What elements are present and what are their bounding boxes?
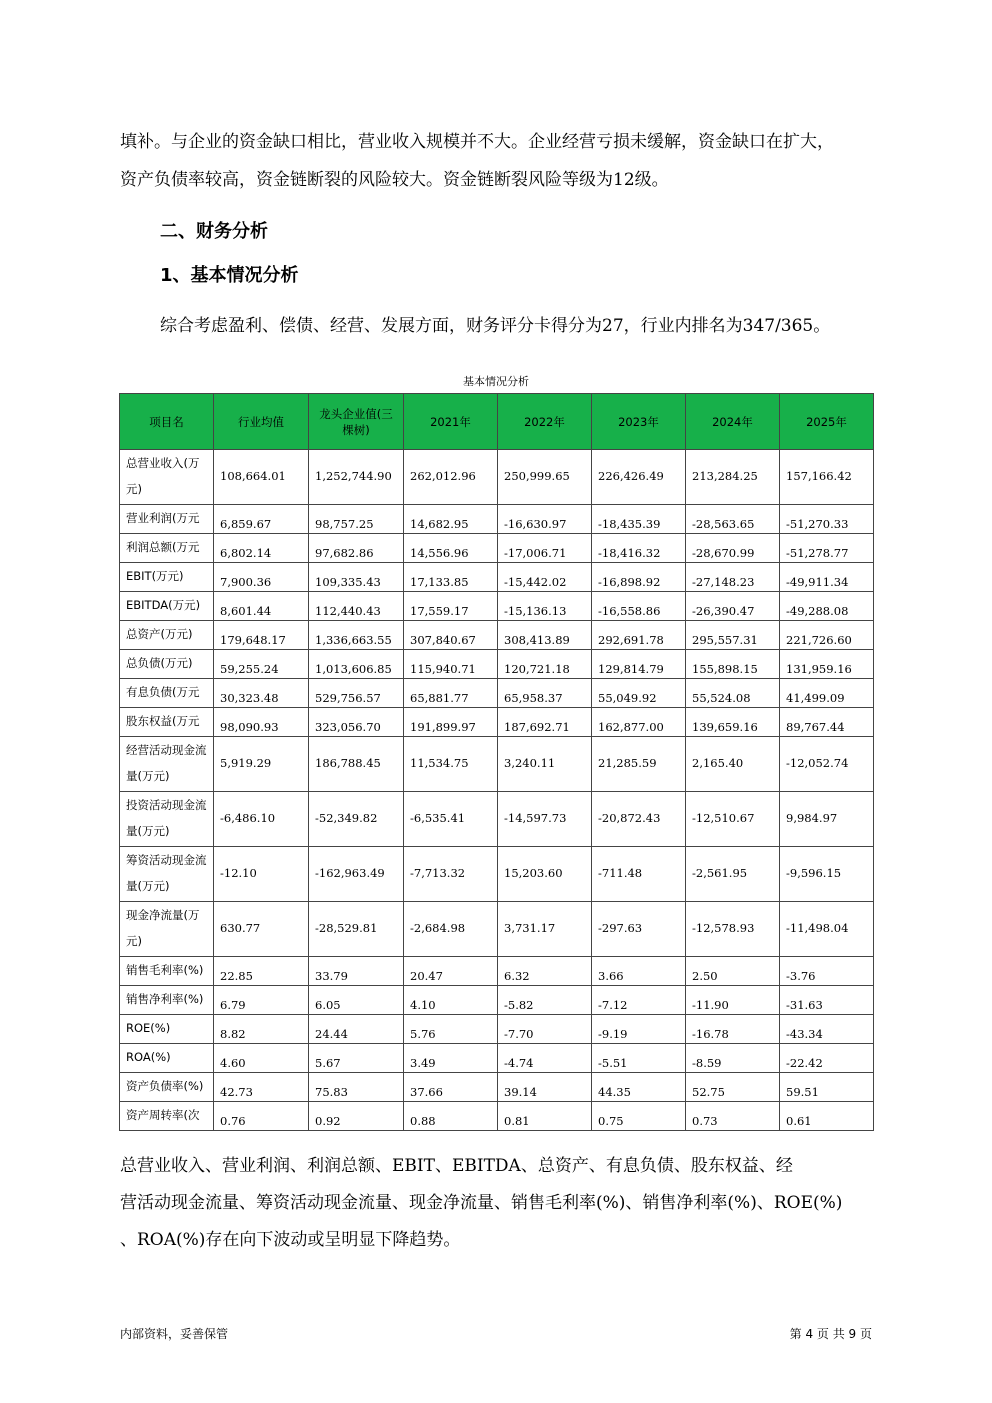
- table-cell: 308,413.89: [498, 621, 592, 650]
- table-row: [120, 621, 874, 650]
- table-cell: 162,877.00: [592, 708, 686, 737]
- row-label: 投资活动现金流量(万元): [120, 792, 214, 847]
- table-cell: 65,881.77: [404, 679, 498, 708]
- table-cell: -18,435.39: [592, 505, 686, 534]
- row-label: 营业利润(万元: [120, 505, 214, 534]
- table-cell: 3.49: [404, 1044, 498, 1073]
- column-header: 行业均值: [214, 394, 309, 450]
- column-header: 2022年: [498, 394, 592, 450]
- table-cell: -4.74: [498, 1044, 592, 1073]
- table-cell: 98,757.25: [309, 505, 404, 534]
- table-row: [120, 1102, 874, 1131]
- table-cell: 42.73: [214, 1073, 309, 1102]
- table-cell: 0.81: [498, 1102, 592, 1131]
- row-label: 利润总额(万元: [120, 534, 214, 563]
- table-cell: 37.66: [404, 1073, 498, 1102]
- table-cell: -12,510.67: [686, 792, 780, 847]
- table-cell: 0.92: [309, 1102, 404, 1131]
- table-cell: 157,166.42: [780, 450, 874, 505]
- table-cell: 139,659.16: [686, 708, 780, 737]
- table-cell: 44.35: [592, 1073, 686, 1102]
- table-cell: 59,255.24: [214, 650, 309, 679]
- footer-page-number: 第 4 页 共 9 页: [789, 1327, 872, 1341]
- table-cell: -3.76: [780, 957, 874, 986]
- table-cell: 191,899.97: [404, 708, 498, 737]
- table-cell: 22.85: [214, 957, 309, 986]
- table-cell: -20,872.43: [592, 792, 686, 847]
- table-row: [120, 450, 874, 505]
- table-cell: -11.90: [686, 986, 780, 1015]
- table-cell: 75.83: [309, 1073, 404, 1102]
- table-cell: -51,278.77: [780, 534, 874, 563]
- table-cell: 98,090.93: [214, 708, 309, 737]
- table-cell: -2,684.98: [404, 902, 498, 957]
- table-cell: 295,557.31: [686, 621, 780, 650]
- table-cell: 0.75: [592, 1102, 686, 1131]
- table-cell: 7,900.36: [214, 563, 309, 592]
- table-cell: -28,563.65: [686, 505, 780, 534]
- table-cell: 8,601.44: [214, 592, 309, 621]
- table-row: [120, 563, 874, 592]
- column-header: 2024年: [686, 394, 780, 450]
- table-cell: 529,756.57: [309, 679, 404, 708]
- table-cell: 109,335.43: [309, 563, 404, 592]
- table-cell: 1,013,606.85: [309, 650, 404, 679]
- table-cell: -28,670.99: [686, 534, 780, 563]
- table-cell: 59.51: [780, 1073, 874, 1102]
- table-cell: 14,556.96: [404, 534, 498, 563]
- paragraph-line: 、ROA(%)存在向下波动或呈明显下降趋势。: [120, 1230, 461, 1250]
- table-cell: 3,731.17: [498, 902, 592, 957]
- table-cell: -31.63: [780, 986, 874, 1015]
- table-cell: 6.79: [214, 986, 309, 1015]
- table-row: [120, 679, 874, 708]
- table-cell: 226,426.49: [592, 450, 686, 505]
- table-cell: -7,713.32: [404, 847, 498, 902]
- table-cell: -17,006.71: [498, 534, 592, 563]
- table-cell: -49,288.08: [780, 592, 874, 621]
- table-cell: 630.77: [214, 902, 309, 957]
- row-label: 总营业收入(万元): [120, 450, 214, 505]
- paragraph-line: 营活动现金流量、筹资活动现金流量、现金净流量、销售毛利率(%)、销售净利率(%)、ROE(%): [120, 1193, 843, 1213]
- subsection-heading: 1、基本情况分析: [160, 265, 299, 286]
- table-cell: 179,648.17: [214, 621, 309, 650]
- table-cell: 6.05: [309, 986, 404, 1015]
- row-label: 现金净流量(万元): [120, 902, 214, 957]
- table-cell: 65,958.37: [498, 679, 592, 708]
- table-row: [120, 957, 874, 986]
- table-cell: 55,524.08: [686, 679, 780, 708]
- row-label: 销售毛利率(%): [120, 957, 214, 986]
- table-cell: 108,664.01: [214, 450, 309, 505]
- table-cell: -16.78: [686, 1015, 780, 1044]
- row-label: 资产周转率(次: [120, 1102, 214, 1131]
- table-cell: -6,486.10: [214, 792, 309, 847]
- table-cell: 2,165.40: [686, 737, 780, 792]
- table-cell: 262,012.96: [404, 450, 498, 505]
- table-cell: 2.50: [686, 957, 780, 986]
- table-cell: 20.47: [404, 957, 498, 986]
- table-cell: 250,999.65: [498, 450, 592, 505]
- table-cell: 0.76: [214, 1102, 309, 1131]
- row-label: 股东权益(万元: [120, 708, 214, 737]
- table-cell: 9,984.97: [780, 792, 874, 847]
- table-cell: 323,056.70: [309, 708, 404, 737]
- table-cell: 97,682.86: [309, 534, 404, 563]
- table-cell: 4.60: [214, 1044, 309, 1073]
- table-cell: 213,284.25: [686, 450, 780, 505]
- table-cell: -162,963.49: [309, 847, 404, 902]
- row-label: 总资产(万元): [120, 621, 214, 650]
- table-cell: -26,390.47: [686, 592, 780, 621]
- column-header: 2021年: [404, 394, 498, 450]
- table-row: [120, 1015, 874, 1044]
- table-cell: 129,814.79: [592, 650, 686, 679]
- table-row: [120, 708, 874, 737]
- trend-paragraph: [120, 1148, 876, 1259]
- table-caption: 基本情况分析: [463, 375, 529, 388]
- column-header: 项目名: [120, 394, 214, 450]
- table-cell: 3,240.11: [498, 737, 592, 792]
- row-label: EBIT(万元): [120, 563, 214, 592]
- table-cell: 5.76: [404, 1015, 498, 1044]
- table-cell: -52,349.82: [309, 792, 404, 847]
- table-cell: 55,049.92: [592, 679, 686, 708]
- table-cell: 39.14: [498, 1073, 592, 1102]
- table-cell: -7.12: [592, 986, 686, 1015]
- table-cell: -28,529.81: [309, 902, 404, 957]
- table-cell: -5.51: [592, 1044, 686, 1073]
- table-cell: 120,721.18: [498, 650, 592, 679]
- table-cell: -9,596.15: [780, 847, 874, 902]
- table-row: [120, 592, 874, 621]
- table-cell: 155,898.15: [686, 650, 780, 679]
- table-cell: 3.66: [592, 957, 686, 986]
- table-cell: 17,133.85: [404, 563, 498, 592]
- table-cell: 221,726.60: [780, 621, 874, 650]
- table-cell: 5,919.29: [214, 737, 309, 792]
- table-cell: -16,558.86: [592, 592, 686, 621]
- row-label: 销售净利率(%): [120, 986, 214, 1015]
- table-cell: -22.42: [780, 1044, 874, 1073]
- table-cell: 6.32: [498, 957, 592, 986]
- row-label: 经营活动现金流量(万元): [120, 737, 214, 792]
- paragraph-line: 总营业收入、营业利润、利润总额、EBIT、EBITDA、总资产、有息负债、股东权益、经: [120, 1156, 793, 1176]
- table-cell: 33.79: [309, 957, 404, 986]
- table-cell: 112,440.43: [309, 592, 404, 621]
- table-cell: 41,499.09: [780, 679, 874, 708]
- table-cell: -11,498.04: [780, 902, 874, 957]
- table-cell: 15,203.60: [498, 847, 592, 902]
- table-cell: -711.48: [592, 847, 686, 902]
- table-cell: 0.88: [404, 1102, 498, 1131]
- table-cell: 52.75: [686, 1073, 780, 1102]
- table-row: [120, 986, 874, 1015]
- table-cell: 6,859.67: [214, 505, 309, 534]
- table-cell: 14,682.95: [404, 505, 498, 534]
- table-cell: -27,148.23: [686, 563, 780, 592]
- intro-paragraph: [120, 130, 876, 192]
- table-cell: -6,535.41: [404, 792, 498, 847]
- footer-confidential: 内部资料，妥善保管: [120, 1327, 229, 1341]
- table-cell: -5.82: [498, 986, 592, 1015]
- row-label: 有息负债(万元: [120, 679, 214, 708]
- table-cell: -18,416.32: [592, 534, 686, 563]
- table-cell: -16,898.92: [592, 563, 686, 592]
- table-cell: 115,940.71: [404, 650, 498, 679]
- table-row: [120, 1073, 874, 1102]
- table-cell: 30,323.48: [214, 679, 309, 708]
- table-cell: 6,802.14: [214, 534, 309, 563]
- table-cell: 5.67: [309, 1044, 404, 1073]
- column-header: 2023年: [592, 394, 686, 450]
- table-row: [120, 534, 874, 563]
- table-cell: -12,052.74: [780, 737, 874, 792]
- table-cell: -15,136.13: [498, 592, 592, 621]
- table-cell: -43.34: [780, 1015, 874, 1044]
- row-label: ROE(%): [120, 1015, 214, 1044]
- table-row: [120, 847, 874, 902]
- table-header-row: [120, 394, 874, 450]
- table-cell: -16,630.97: [498, 505, 592, 534]
- table-cell: 4.10: [404, 986, 498, 1015]
- table-cell: 1,336,663.55: [309, 621, 404, 650]
- table-cell: -7.70: [498, 1015, 592, 1044]
- table-cell: -12.10: [214, 847, 309, 902]
- table-row: [120, 737, 874, 792]
- table-cell: -14,597.73: [498, 792, 592, 847]
- table-cell: 186,788.45: [309, 737, 404, 792]
- row-label: ROA(%): [120, 1044, 214, 1073]
- table-cell: 21,285.59: [592, 737, 686, 792]
- table-cell: 8.82: [214, 1015, 309, 1044]
- table-cell: 187,692.71: [498, 708, 592, 737]
- score-summary: 综合考虑盈利、偿债、经营、发展方面，财务评分卡得分为27，行业内排名为347/365。: [160, 316, 831, 336]
- table-cell: 307,840.67: [404, 621, 498, 650]
- paragraph-line: 填补。与企业的资金缺口相比，营业收入规模并不大。企业经营亏损未缓解，资金缺口在扩大，: [120, 132, 834, 152]
- table-row: [120, 650, 874, 679]
- table-cell: -2,561.95: [686, 847, 780, 902]
- column-header: 2025年: [780, 394, 874, 450]
- table-row: [120, 505, 874, 534]
- table-cell: -15,442.02: [498, 563, 592, 592]
- table-cell: 0.61: [780, 1102, 874, 1131]
- table-cell: 292,691.78: [592, 621, 686, 650]
- table-row: [120, 902, 874, 957]
- table-cell: 24.44: [309, 1015, 404, 1044]
- table-cell: 131,959.16: [780, 650, 874, 679]
- table-row: [120, 1044, 874, 1073]
- table-cell: 17,559.17: [404, 592, 498, 621]
- row-label: 筹资活动现金流量(万元): [120, 847, 214, 902]
- table-row: [120, 792, 874, 847]
- table-cell: -297.63: [592, 902, 686, 957]
- table-cell: 1,252,744.90: [309, 450, 404, 505]
- table-cell: -9.19: [592, 1015, 686, 1044]
- section-heading: 二、财务分析: [160, 221, 268, 242]
- row-label: 资产负债率(%): [120, 1073, 214, 1102]
- column-header: 龙头企业值(三棵树): [309, 394, 404, 450]
- table-cell: -8.59: [686, 1044, 780, 1073]
- table-cell: 11,534.75: [404, 737, 498, 792]
- table-cell: -12,578.93: [686, 902, 780, 957]
- row-label: EBITDA(万元): [120, 592, 214, 621]
- financial-table: [119, 393, 874, 1131]
- row-label: 总负债(万元): [120, 650, 214, 679]
- table-cell: 0.73: [686, 1102, 780, 1131]
- table-cell: 89,767.44: [780, 708, 874, 737]
- paragraph-line: 资产负债率较高，资金链断裂的风险较大。资金链断裂风险等级为12级。: [120, 170, 669, 190]
- table-cell: -49,911.34: [780, 563, 874, 592]
- table-cell: -51,270.33: [780, 505, 874, 534]
